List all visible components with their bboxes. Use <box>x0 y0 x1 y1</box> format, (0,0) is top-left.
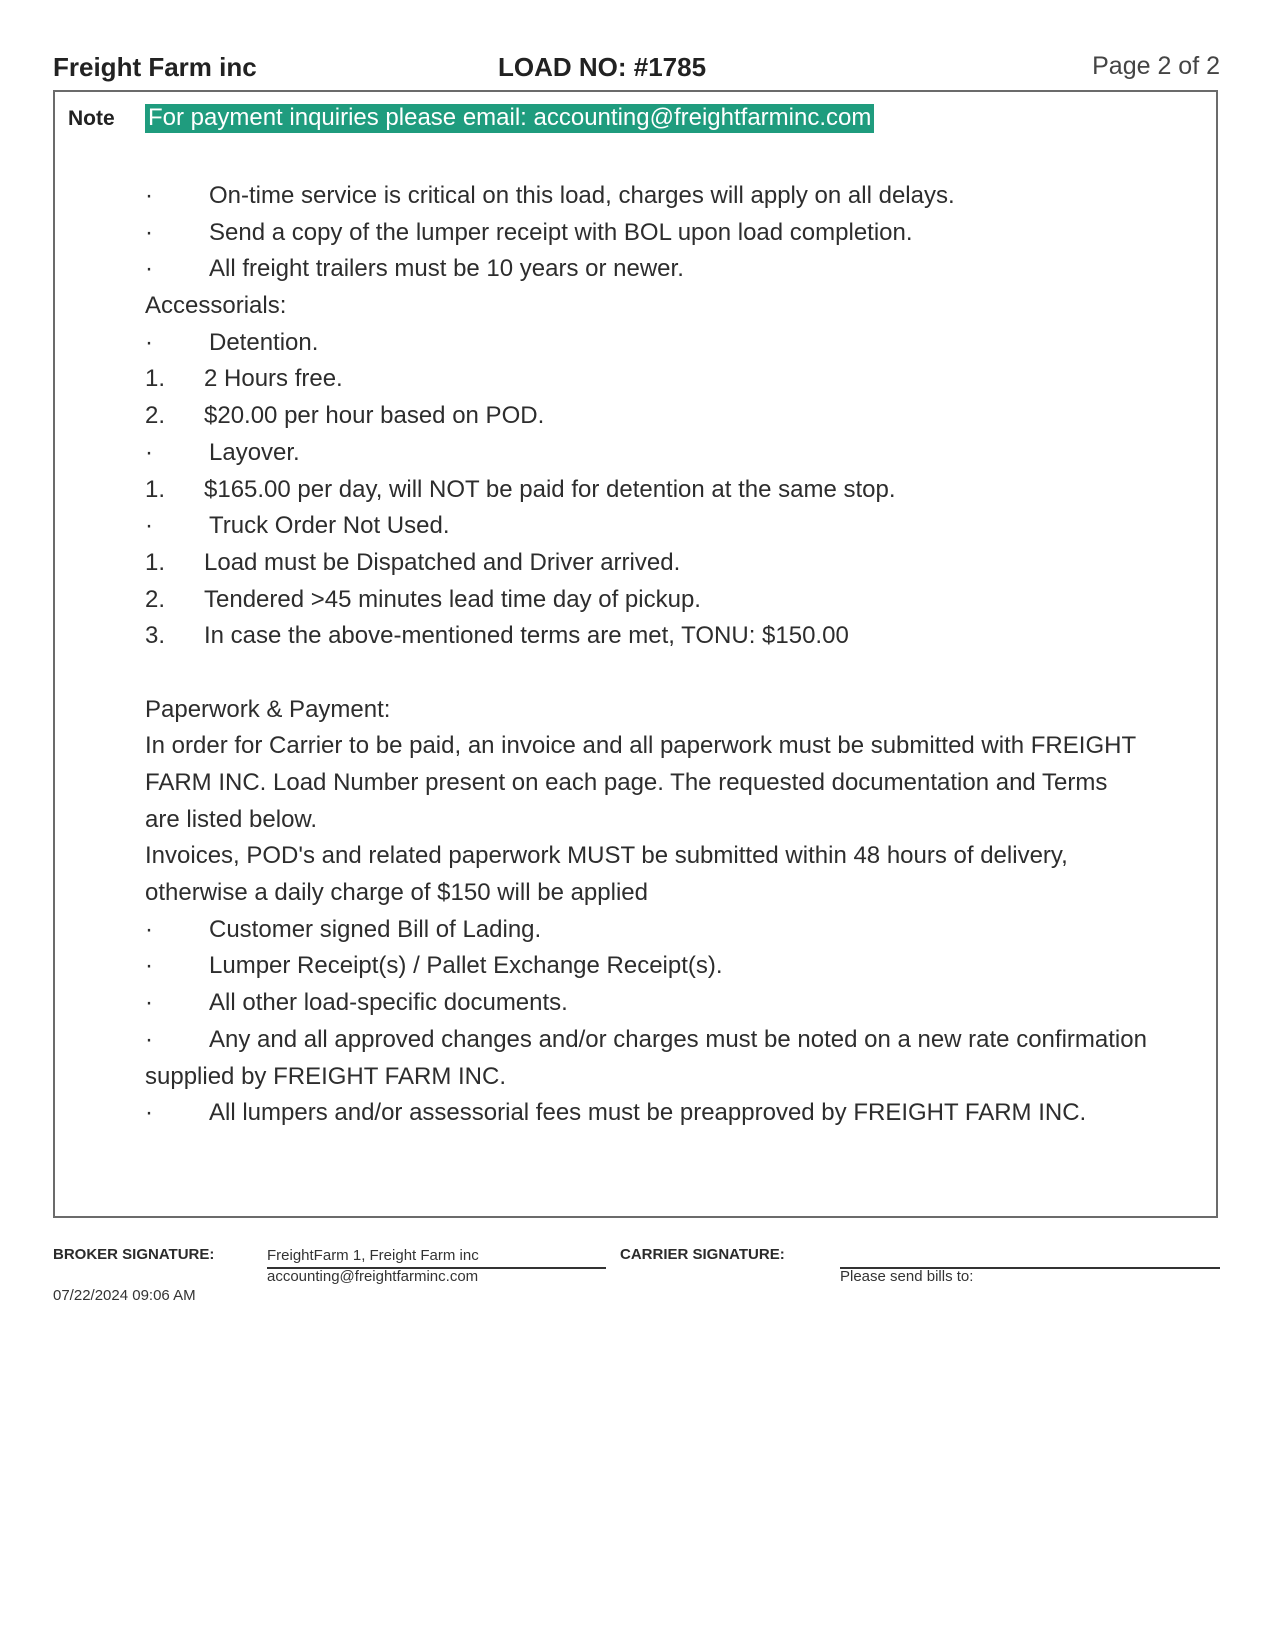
line-text: Customer signed Bill of Lading. <box>209 915 542 943</box>
line-text: Lumper Receipt(s) / Pallet Exchange Receipt(s). <box>209 952 723 980</box>
broker-signature-label: BROKER SIGNATURE: <box>53 1246 215 1263</box>
line-text: On-time service is critical on this load, charges will apply on all delays. <box>209 182 955 209</box>
list-number: 3. <box>145 622 166 650</box>
bullet-marker: · <box>145 438 153 466</box>
text-line <box>145 692 1215 729</box>
line-text: Accessorials: <box>145 292 287 320</box>
line-text: Layover. <box>209 438 300 466</box>
line-text: FARM INC. Load Number present on each page. The requested documentation and Terms <box>145 769 1108 796</box>
list-number: 1. <box>145 365 166 393</box>
list-item <box>145 325 1215 362</box>
list-item <box>145 508 1215 545</box>
signature-footer <box>53 1246 1220 1316</box>
list-number: 1. <box>145 548 166 576</box>
list-item <box>145 435 1215 472</box>
list-item <box>145 985 1215 1022</box>
list-item <box>145 912 1215 949</box>
text-line <box>145 728 1215 765</box>
line-text: supplied by FREIGHT FARM INC. <box>145 1062 506 1090</box>
line-text: $165.00 per day, will NOT be paid for detention at the same stop. <box>204 475 896 503</box>
line-text: All other load-specific documents. <box>209 989 568 1017</box>
line-text: Detention. <box>209 328 319 356</box>
list-item <box>145 472 1215 509</box>
payment-inquiry-highlight: For payment inquiries please email: accounting@freightfarminc.com <box>145 104 874 133</box>
page-number: Page 2 of 2 <box>1092 52 1220 80</box>
list-item <box>145 178 1215 215</box>
company-name: Freight Farm inc <box>53 52 257 82</box>
line-text: Paperwork & Payment: <box>145 695 391 723</box>
list-item <box>145 948 1215 985</box>
load-number: LOAD NO: #1785 <box>498 52 707 82</box>
list-item <box>145 1022 1215 1059</box>
blank-line <box>145 655 1215 692</box>
list-item <box>145 582 1215 619</box>
line-text: All freight trailers must be 10 years or newer. <box>209 255 684 283</box>
text-line <box>145 765 1215 802</box>
line-text: Any and all approved changes and/or charges must be noted on a new rate confirmation <box>209 1025 1147 1053</box>
bullet-marker: · <box>145 182 153 209</box>
carrier-signature-label: CARRIER SIGNATURE: <box>620 1246 785 1263</box>
bullet-marker: · <box>145 255 153 283</box>
bullet-marker: · <box>145 915 153 943</box>
line-text: 2 Hours free. <box>204 365 343 393</box>
text-line <box>145 875 1215 912</box>
line-text: Invoices, POD's and related paperwork MUST be submitted within 48 hours of delivery, <box>145 842 1068 870</box>
bullet-marker: · <box>145 328 153 356</box>
list-item <box>145 361 1215 398</box>
line-text: Send a copy of the lumper receipt with BOL upon load completion. <box>209 218 913 246</box>
text-line <box>145 838 1215 875</box>
note-lines <box>145 178 1215 1132</box>
signature-datetime: 07/22/2024 09:06 AM <box>53 1287 196 1304</box>
line-text: Tendered >45 minutes lead time day of pickup. <box>204 585 701 613</box>
bullet-marker: · <box>145 952 153 980</box>
note-box <box>53 90 1218 1218</box>
line-text: Truck Order Not Used. <box>209 512 450 540</box>
broker-email: accounting@freightfarminc.com <box>267 1268 479 1285</box>
bullet-marker: · <box>145 1025 153 1053</box>
line-text: In order for Carrier to be paid, an invoice and all paperwork must be submitted with FREIGHT <box>145 732 1137 760</box>
list-item <box>145 618 1215 655</box>
page-header <box>53 52 1220 86</box>
line-text: In case the above-mentioned terms are met, TONU: $150.00 <box>204 622 849 650</box>
list-number: 2. <box>145 585 166 613</box>
list-item <box>145 215 1215 252</box>
line-text: All lumpers and/or assessorial fees must be preapproved by FREIGHT FARM INC. <box>209 1099 1087 1127</box>
list-number: 1. <box>145 475 166 503</box>
list-number: 2. <box>145 402 166 430</box>
list-item <box>145 251 1215 288</box>
text-line <box>145 802 1215 839</box>
bills-to-label: Please send bills to: <box>840 1268 974 1285</box>
line-text: Load must be Dispatched and Driver arrived. <box>204 548 681 576</box>
line-text: $20.00 per hour based on POD. <box>204 402 545 430</box>
list-item <box>145 1095 1215 1132</box>
note-label: Note <box>68 107 115 130</box>
list-item <box>145 398 1215 435</box>
broker-name: FreightFarm 1, Freight Farm inc <box>267 1247 479 1264</box>
bullet-marker: · <box>145 218 153 246</box>
text-line <box>145 288 1215 325</box>
bullet-marker: · <box>145 1099 153 1127</box>
bullet-marker: · <box>145 512 153 540</box>
line-text: otherwise a daily charge of $150 will be applied <box>145 879 648 907</box>
line-text: are listed below. <box>145 805 318 833</box>
bullet-marker: · <box>145 989 153 1017</box>
text-line <box>145 1059 1215 1096</box>
list-item <box>145 545 1215 582</box>
